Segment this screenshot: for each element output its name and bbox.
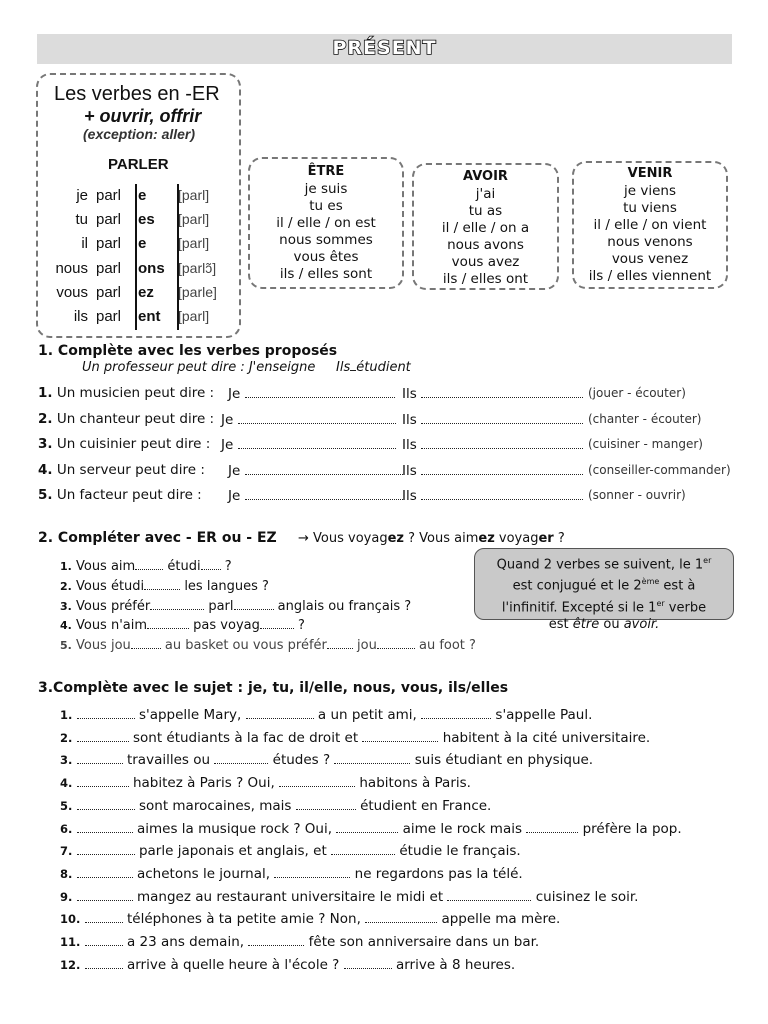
phonetic: [parl] (178, 308, 210, 324)
ending: ons (138, 259, 165, 277)
answer-blank[interactable] (131, 636, 161, 649)
item-text: suis étudiant en physique. (414, 752, 594, 769)
answer-blank[interactable] (245, 487, 403, 500)
item-number: 2. (60, 579, 72, 593)
conjugation-line: tu viens (623, 200, 677, 216)
item-text: Vous n'aim (75, 618, 148, 634)
answer-blank[interactable] (214, 751, 268, 764)
exercise-3-item (60, 910, 560, 927)
answer-blank[interactable] (234, 597, 274, 610)
conjugation-line: tu es (309, 198, 343, 214)
answer-blank[interactable] (150, 597, 204, 610)
conjugation-line: tu as (468, 203, 503, 219)
example-subject: Ils (336, 360, 351, 375)
answer-blank[interactable] (77, 751, 123, 764)
stem: parl (96, 259, 122, 277)
conjugation-line: ils / elles sont (279, 266, 373, 282)
item-number: 3. (38, 436, 53, 452)
exercise-2-item (60, 577, 269, 594)
item-text: habitez à Paris ? Oui, (132, 775, 275, 792)
item-text: Un musicien peut dire : (56, 385, 215, 401)
answer-blank[interactable] (248, 933, 304, 946)
title-banner (37, 34, 732, 64)
item-text: les langues ? (184, 578, 269, 594)
item-number: 3. (60, 599, 72, 613)
je-group (221, 436, 396, 453)
example-part: ez (478, 531, 495, 546)
item-text: jou (357, 638, 377, 654)
conjugation-row (40, 308, 240, 332)
answer-blank[interactable] (331, 842, 395, 855)
conjugation-row (40, 260, 240, 284)
item-number: 5. (60, 639, 72, 653)
answer-blank[interactable] (334, 751, 410, 764)
ils-group (402, 436, 583, 453)
page-title: PRÉSENT (332, 37, 437, 59)
conjugation-line: nous sommes (279, 232, 373, 248)
pronoun: il (81, 235, 88, 253)
answer-blank[interactable] (238, 411, 396, 424)
phonetic: [parle] (178, 283, 217, 300)
item-text: a un petit ami, (317, 707, 417, 723)
item-number: 5. (60, 798, 73, 813)
exercise-3-item (60, 774, 471, 791)
example-part: er (538, 531, 554, 546)
exercise-2-example (298, 531, 565, 546)
answer-blank[interactable] (77, 865, 133, 878)
ils-group (402, 487, 583, 504)
phonetic: [parl] (178, 211, 210, 228)
conjugation-row (40, 211, 240, 235)
answer-blank[interactable] (77, 706, 135, 719)
conjugation-row (40, 284, 240, 308)
pronoun: ils (73, 308, 88, 325)
example-part: ? Vous aim (403, 531, 479, 546)
er-title: Les verbes en -ER (54, 83, 220, 105)
example-text: Un professeur peut dire : J'enseigne (82, 360, 316, 375)
exercise-1-item (38, 385, 214, 401)
stem: parl (96, 308, 122, 325)
item-number: 7. (60, 844, 73, 859)
item-text: ne regardons pas la télé. (354, 865, 523, 882)
answer-blank[interactable] (77, 797, 135, 810)
example-part: Vous voyag (313, 531, 388, 546)
conjugation-line: vous êtes (293, 249, 359, 265)
item-text: Vous jou (75, 638, 131, 654)
item-text: sont étudiants à la fac de droit et (132, 729, 359, 746)
subject-ils: Ils (402, 386, 417, 402)
answer-blank[interactable] (274, 865, 350, 878)
item-number: 3. (60, 753, 73, 768)
answer-blank[interactable] (77, 888, 133, 901)
ending: e (138, 187, 147, 204)
subject-ils: Ils (402, 462, 417, 479)
answer-blank[interactable] (77, 729, 129, 742)
conjugation-line: nous avons (447, 237, 524, 253)
answer-blank[interactable] (85, 956, 123, 969)
item-number: 6. (60, 821, 73, 836)
verb-box-title: ÊTRE (307, 164, 345, 179)
item-number: 2. (60, 730, 73, 745)
example-part: voyag (494, 531, 539, 546)
item-number: 1. (38, 385, 53, 401)
answer-blank[interactable] (421, 411, 583, 424)
item-number: 11. (60, 935, 81, 949)
item-text: sont marocaines, mais (138, 797, 292, 814)
conjugation-row (40, 187, 240, 211)
answer-blank[interactable] (201, 557, 221, 570)
item-text: anglais ou français ? (277, 598, 412, 614)
answer-blank[interactable] (447, 888, 531, 901)
answer-blank[interactable] (144, 577, 180, 590)
conjugation-line: je suis (304, 181, 348, 197)
exercise-2-item (60, 616, 305, 633)
ils-group (402, 411, 583, 428)
subject-ils: Ils (402, 411, 417, 428)
item-number: 4. (60, 776, 73, 791)
stem: parl (96, 235, 122, 253)
exercise-1-item (38, 487, 202, 503)
answer-blank[interactable] (85, 910, 123, 923)
je-group (221, 411, 396, 428)
answer-blank[interactable] (238, 436, 396, 449)
item-text: a 23 ans demain, (126, 934, 245, 950)
item-text: ? (224, 559, 232, 574)
item-number: 12. (60, 957, 81, 972)
avoir-box (412, 163, 559, 290)
answer-blank[interactable] (135, 557, 163, 570)
item-text: fête son anniversaire dans un bar. (308, 934, 540, 950)
ending: e (138, 235, 147, 253)
answer-blank[interactable] (421, 385, 583, 398)
item-text: Vous aim (75, 559, 136, 574)
exercise-2-item (60, 557, 232, 574)
stem: parl (96, 211, 122, 229)
conjugation-line: vous venez (611, 251, 689, 267)
item-text: habitons à Paris. (359, 775, 471, 792)
exercise-2-item (60, 597, 411, 614)
answer-blank[interactable] (147, 616, 189, 629)
item-text: appelle ma mère. (441, 911, 561, 928)
verb-hint: (jouer - écouter) (588, 386, 686, 400)
answer-blank[interactable] (421, 436, 583, 449)
item-number: 4. (38, 461, 53, 478)
item-text: Un cuisinier peut dire : (56, 436, 211, 452)
item-number: 1. (60, 708, 73, 722)
answer-blank[interactable] (344, 956, 392, 969)
answer-blank[interactable] (421, 462, 583, 475)
answer-blank[interactable] (85, 933, 123, 946)
subject-je: Je (228, 462, 241, 479)
answer-blank[interactable] (279, 774, 355, 787)
subject-ils: Ils (402, 437, 417, 453)
exercise-3-item (60, 933, 539, 950)
exercise-3-heading: 3.Complète avec le sujet : je, tu, il/elle, nous, vous, ils/elles (38, 680, 509, 696)
item-text: arrive à 8 heures. (395, 956, 516, 973)
conjugation-line: ils / elles ont (442, 271, 529, 287)
item-text: études ? (272, 752, 331, 769)
answer-blank[interactable] (77, 820, 133, 833)
conjugation-row (40, 235, 240, 259)
item-text: habitent à la cité universitaire. (442, 729, 651, 746)
item-text: cuisinez le soir. (535, 888, 639, 905)
conjugation-line: j'ai (475, 186, 496, 202)
answer-blank[interactable] (421, 706, 491, 719)
answer-blank[interactable] (245, 385, 395, 398)
je-group (228, 487, 403, 504)
exercise-3-item (60, 706, 592, 723)
answer-blank[interactable] (362, 729, 438, 742)
exercise-3-item (60, 751, 593, 768)
item-text: Un chanteur peut dire : (56, 410, 215, 427)
item-number: 9. (60, 889, 73, 904)
verb-hint: (cuisiner - manger) (588, 437, 703, 451)
item-number: 5. (38, 487, 53, 503)
item-number: 1. (60, 560, 72, 573)
item-text: pas voyag (193, 618, 260, 634)
item-text: s'appelle Paul. (495, 707, 593, 723)
je-group (228, 385, 395, 402)
verb-box-title: AVOIR (463, 169, 508, 184)
pronoun: tu (75, 211, 88, 229)
item-text: Un serveur peut dire : (56, 461, 205, 478)
exercise-1-example (82, 360, 411, 380)
etre-box (248, 157, 404, 289)
conjugation-line: il / elle / on est (276, 215, 376, 231)
answer-blank[interactable] (365, 910, 437, 923)
example-verb: étudient (356, 360, 411, 375)
answer-blank[interactable] (260, 616, 294, 629)
answer-blank[interactable] (246, 706, 314, 719)
conjugation-line: il / elle / on a (441, 220, 530, 236)
item-text: étudient en France. (360, 797, 492, 814)
item-text: Vous préfér (75, 598, 151, 614)
item-text: étudie le français. (399, 843, 521, 860)
item-text: ? (298, 618, 305, 634)
item-text: au foot ? (418, 638, 476, 654)
conjugation-line: nous venons (607, 234, 693, 250)
verb-box-title: VENIR (627, 166, 673, 181)
exercise-3-item (60, 797, 491, 814)
item-text: achetons le journal, (136, 865, 271, 882)
ils-group (402, 462, 583, 479)
subject-je: Je (221, 411, 234, 428)
je-group (228, 462, 403, 479)
item-text: mangez au restaurant universitaire le midi et (136, 888, 444, 905)
pronoun: nous (55, 259, 88, 277)
subject-je: Je (228, 386, 241, 402)
item-text: Vous étudi (75, 578, 145, 594)
exercise-3-item (60, 888, 638, 905)
item-text: préfère la pop. (582, 820, 682, 837)
ils-group (402, 385, 583, 402)
item-text: étudi (167, 559, 201, 574)
answer-blank[interactable] (526, 820, 578, 833)
answer-blank[interactable] (336, 820, 398, 833)
exercise-1-item (38, 462, 205, 478)
venir-box (572, 161, 728, 289)
item-text: téléphones à ta petite amie ? Non, (126, 911, 361, 928)
conjugation-line: il / elle / on vient (593, 217, 707, 233)
answer-blank[interactable] (327, 636, 353, 649)
er-subtitle: + ouvrir, offrir (84, 106, 202, 126)
pronoun: vous (56, 283, 88, 301)
answer-blank[interactable] (245, 462, 403, 475)
item-number: 4. (60, 619, 72, 633)
exercise-3-item (60, 729, 650, 746)
subject-je: Je (228, 488, 241, 504)
answer-blank[interactable] (377, 636, 415, 649)
item-text: arrive à quelle heure à l'école ? (126, 956, 340, 973)
verb-hint: (conseiller-commander) (588, 462, 731, 477)
item-text: Un facteur peut dire : (56, 487, 202, 503)
item-text: s'appelle Mary, (138, 707, 242, 723)
answer-blank[interactable] (77, 842, 135, 855)
er-exception: (exception: aller) (83, 126, 196, 142)
exercise-1-item (38, 411, 214, 427)
item-number: 2. (38, 410, 53, 427)
answer-blank[interactable] (296, 797, 356, 810)
pronoun: je (76, 187, 88, 204)
item-text: au basket ou vous préfér (164, 638, 327, 654)
item-text: parle japonais et anglais, et (138, 843, 327, 860)
phonetic: [parl] (178, 235, 210, 252)
item-text: aime le rock mais (402, 820, 522, 837)
item-text: aimes la musique rock ? Oui, (136, 820, 333, 837)
arrow-icon: → (298, 531, 309, 546)
item-number: 10. (60, 912, 81, 927)
verb-hint: (sonner - ouvrir) (588, 488, 686, 502)
item-text: travailles ou (126, 752, 211, 769)
ending: es (138, 211, 155, 229)
exercise-2-item (60, 636, 476, 653)
stem: parl (96, 283, 122, 301)
example-part: ? (553, 531, 565, 546)
answer-blank[interactable] (421, 487, 583, 500)
subject-je: Je (221, 437, 234, 453)
conjugation-line: je viens (624, 183, 676, 199)
exercise-1-item (38, 436, 210, 452)
exercise-1-heading: 1. Complète avec les verbes proposés (38, 343, 338, 359)
verb-parler: PARLER (108, 156, 169, 173)
subject-ils: Ils (402, 488, 417, 504)
answer-blank[interactable] (77, 774, 129, 787)
exercise-3-item (60, 865, 523, 882)
ending: ent (138, 308, 161, 325)
stem: parl (96, 187, 122, 204)
exercise-3-item (60, 956, 515, 973)
item-text: parl (208, 598, 234, 614)
example-part: ez (387, 531, 404, 546)
item-number: 8. (60, 866, 73, 881)
conjugation-line: ils / elles viennent (588, 268, 712, 284)
phonetic: [parl] (178, 187, 210, 203)
exercise-3-item (60, 820, 682, 837)
phonetic: [parlɔ̃] (178, 259, 217, 276)
verb-hint: (chanter - écouter) (588, 411, 702, 426)
exercise-3-item (60, 842, 521, 859)
conjugation-line: vous avez (451, 254, 520, 270)
grammar-rule-box: Quand 2 verbes se suivent, le 1er est conjugué et le 2ème est à l'infinitif. Excepté si le 1er verbe est être ou avoir. (474, 548, 734, 620)
ending: ez (138, 283, 154, 301)
exercise-2-heading: 2. Compléter avec - ER ou - EZ (38, 530, 277, 546)
